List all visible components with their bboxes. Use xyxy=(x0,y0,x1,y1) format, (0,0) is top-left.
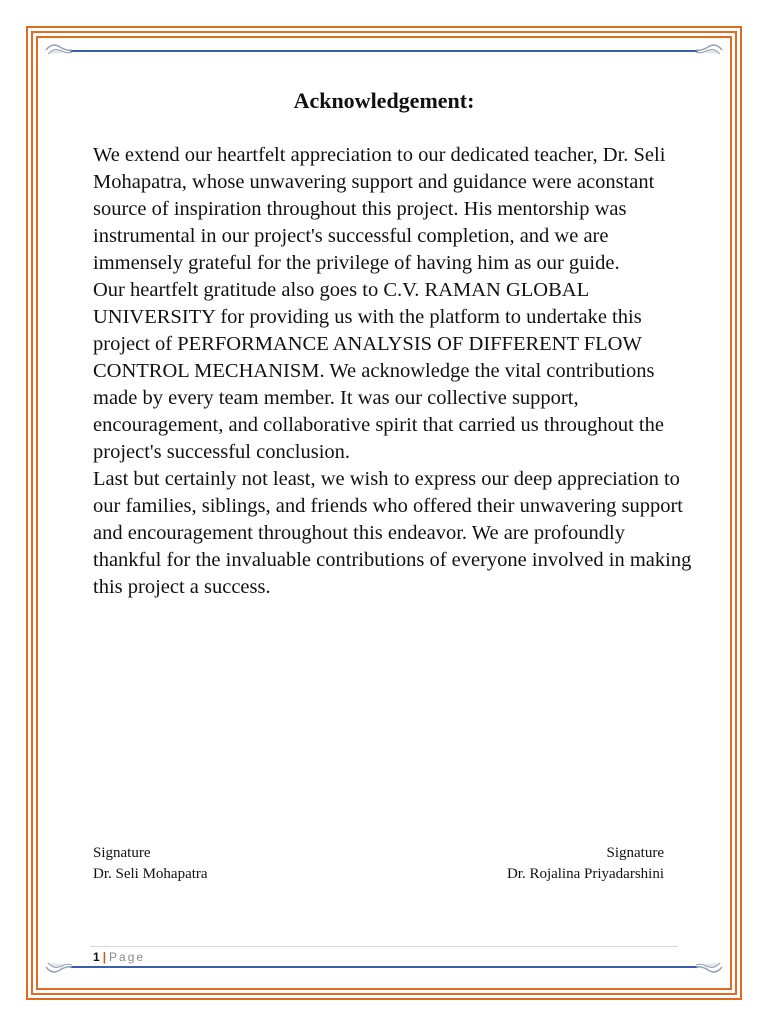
page-label: Page xyxy=(109,950,146,964)
footer-separator: | xyxy=(102,950,107,964)
page-number: 1 xyxy=(93,950,100,964)
paragraph: Last but certainly not least, we wish to express our deep appreciation to our families, siblings, and friends who offered their unwavering support and encouragement throughout this endeavor. We are profoundly thankful for the invaluable contributions of everyone involved in making this project a success. xyxy=(93,468,692,598)
acknowledgement-body xyxy=(93,142,693,601)
scroll-curl-icon xyxy=(44,41,74,59)
scroll-curl-icon xyxy=(44,958,74,976)
signature-label: Signature xyxy=(606,845,664,861)
scroll-curl-icon xyxy=(694,958,724,976)
signatory-name: Dr. Seli Mohapatra xyxy=(93,866,208,882)
page-title: Acknowledgement: xyxy=(293,88,475,113)
bottom-rule xyxy=(70,966,698,968)
signature-block-right xyxy=(507,843,664,885)
page-footer xyxy=(93,950,145,964)
signature-block-left xyxy=(93,843,208,885)
top-rule xyxy=(70,50,698,52)
paragraph: Our heartfelt gratitude also goes to C.V. RAMAN GLOBAL UNIVERSITY for providing us with the platform to undertake this project of PERFORMANCE ANALYSIS OF DIFFERENT FLOW CONTROL MECHANISM. We acknowledge the vital contributions made by every team member. It was our collective support, encouragement, and collaborative spirit that carried us throughout the project's successful conclusion. xyxy=(93,279,664,463)
paragraph: We extend our heartfelt appreciation to our dedicated teacher, Dr. Seli Mohapatra, whose unwavering support and guidance were aconstant source of inspiration throughout this project. His mentorship was instrumental in our project's successful completion, and we are immensely grateful for the privilege of having him as our guide. xyxy=(93,144,666,274)
footer-divider xyxy=(90,946,678,947)
signatory-name: Dr. Rojalina Priyadarshini xyxy=(506,866,664,882)
signature-label: Signature xyxy=(93,845,151,861)
scroll-curl-icon xyxy=(694,41,724,59)
